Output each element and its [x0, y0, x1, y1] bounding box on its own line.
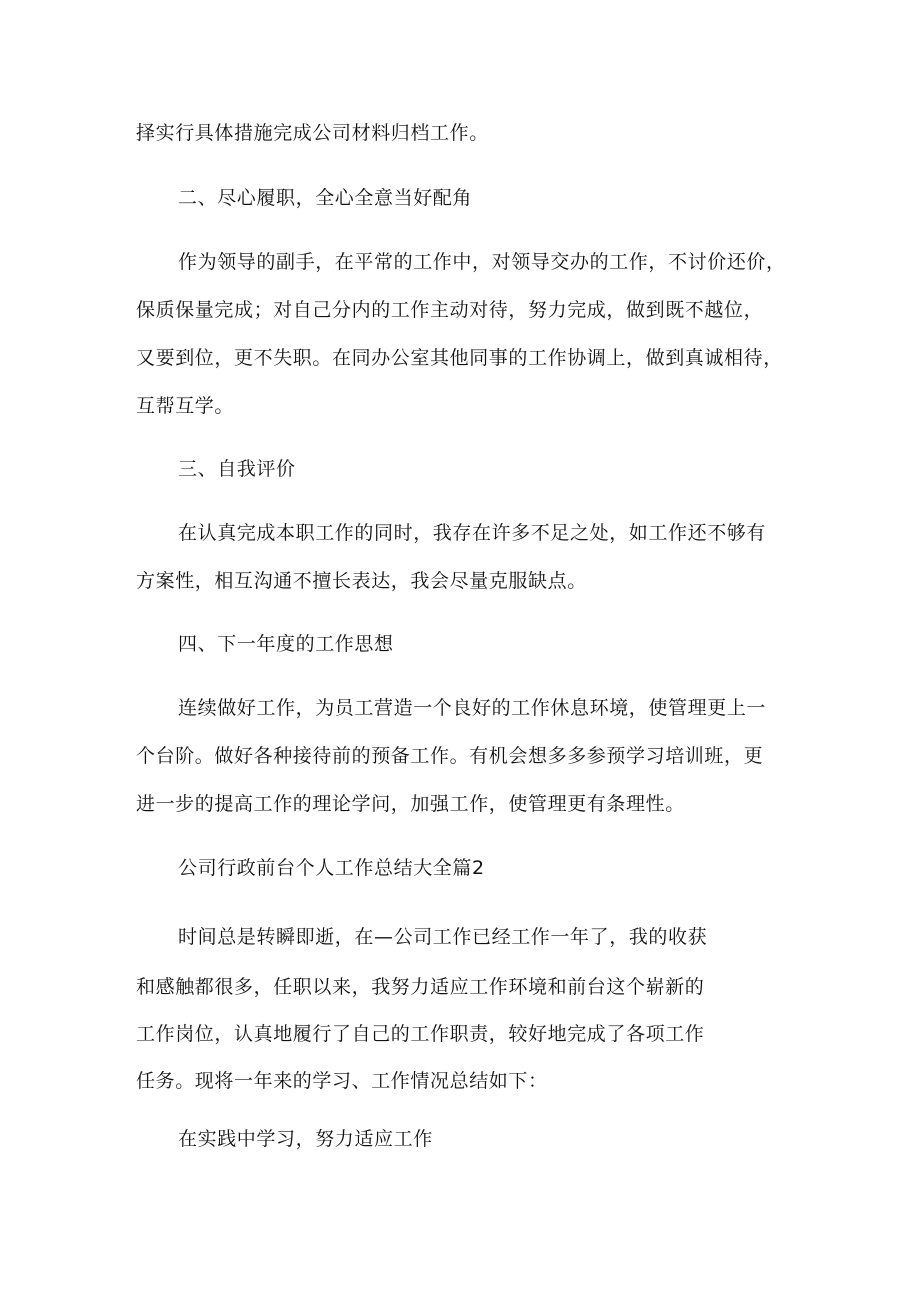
text-line: 进一步的提高工作的理论学问，加强工作，使管理更有条理性。: [136, 793, 685, 815]
section-heading: 二、尽心履职，全心全意当好配角: [178, 187, 473, 209]
text-line: 择实行具体措施完成公司材料归档工作。: [136, 122, 489, 144]
text-line: 作为领导的副手，在平常的工作中，对领导交办的工作，不讨价还价，: [178, 251, 786, 273]
section-heading: 四、下一年度的工作思想: [178, 633, 394, 655]
text-line: 方案性，相互沟通不擅长表达，我会尽量克服缺点。: [136, 570, 587, 592]
article-title: 公司行政前台个人工作总结大全篇2: [178, 857, 485, 879]
text-line: 在认真完成本职工作的同时，我存在许多不足之处，如工作还不够有: [178, 522, 767, 544]
text-line: 时间总是转瞬即逝，在—公司工作已经工作一年了，我的收获: [178, 926, 708, 948]
text-line: 和感触都很多，任职以来，我努力适应工作环境和前台这个崭新的: [136, 976, 705, 998]
text-line: 任务。现将一年来的学习、工作情况总结如下：: [136, 1070, 548, 1092]
section-heading: 在实践中学习，努力适应工作: [178, 1128, 433, 1150]
text-line: 保质保量完成；对自己分内的工作主动对待，努力完成，做到既不越位，: [136, 299, 764, 321]
text-line: 互帮互学。: [136, 395, 235, 417]
text-line: 工作岗位，认真地履行了自己的工作职责，较好地完成了各项工作: [136, 1023, 705, 1045]
section-heading: 三、自我评价: [178, 458, 296, 480]
text-line: 连续做好工作，为员工营造一个良好的工作休息环境，使管理更上一: [178, 697, 767, 719]
text-line: 又要到位，更不失职。在同办公室其他同事的工作协调上，做到真诚相待，: [136, 347, 783, 369]
text-line: 个台阶。做好各种接待前的预备工作。有机会想多多参预学习培训班，更: [136, 745, 764, 767]
